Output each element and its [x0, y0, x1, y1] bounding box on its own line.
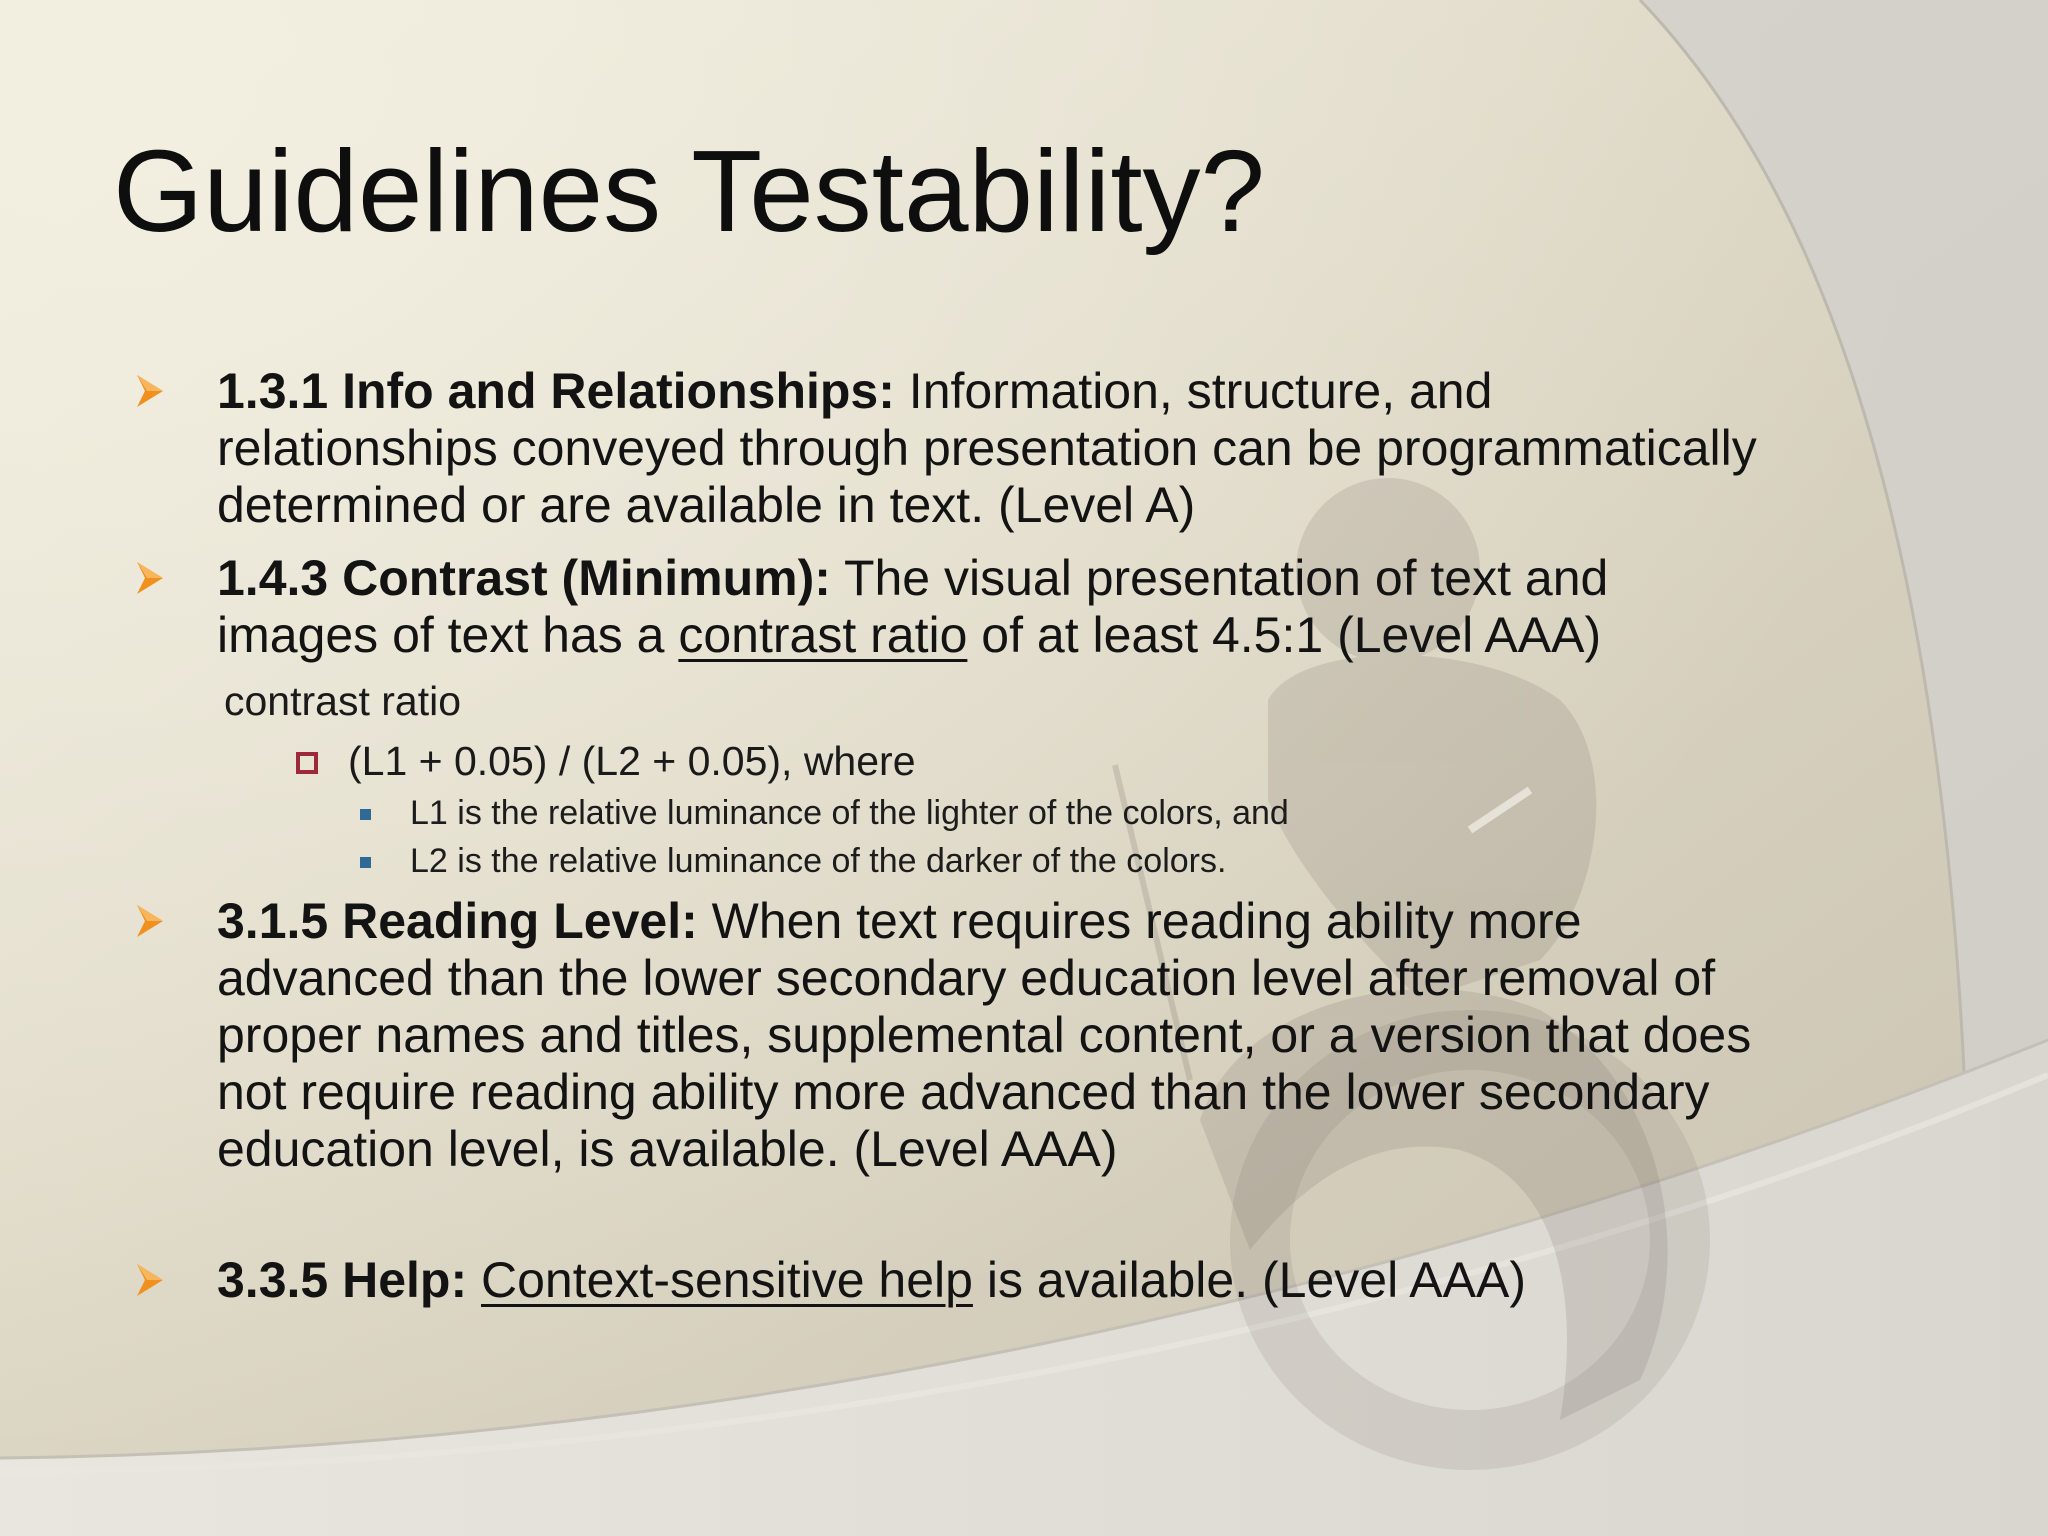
hollow-square-bullet-icon	[296, 752, 318, 774]
slide-title: Guidelines Testability?	[113, 126, 1266, 256]
bullet-3-1-5-text: When text requires reading ability more advanced than the lower secondary education level after removal of proper names and titles, supplemental content, or a version that does not require reading ability more advanced than the lower secondary education level, is available. (Level AAA)	[217, 893, 1752, 1177]
bullet-1-3-1-text: Information, structure, and relationships conveyed through presentation can be programmatically determined or are available in text. (Level A)	[217, 363, 1757, 533]
bullet-3-1-5	[217, 893, 1777, 1178]
bullet-1-4-3-text-after: of at least 4.5:1 (Level AAA)	[981, 607, 1602, 663]
bullet-3-3-5-text-after: is available. (Level AAA)	[986, 1252, 1527, 1308]
bullet-1-3-1-label: 1.3.1 Info and Relationships:	[217, 363, 895, 419]
contrast-ratio-link[interactable]: contrast ratio	[678, 607, 968, 663]
contrast-note-l1	[410, 794, 1289, 833]
arrowhead-bullet-icon	[135, 369, 165, 413]
filled-square-bullet-icon	[360, 857, 371, 868]
contrast-ratio-heading: contrast ratio	[224, 678, 461, 724]
bullet-3-1-5-label: 3.1.5 Reading Level:	[217, 893, 698, 949]
bullet-1-4-3	[217, 550, 1777, 664]
bullet-1-4-3-label: 1.4.3 Contrast (Minimum):	[217, 550, 831, 606]
bullet-1-4-3-text: The visual presentation of text and images of text has a	[217, 550, 1609, 663]
bullet-3-3-5	[217, 1252, 1777, 1309]
contrast-note-l2-text: L2 is the relative luminance of the darker of the colors.	[410, 842, 1227, 880]
contrast-note-l2	[410, 842, 1226, 881]
filled-square-bullet-icon	[360, 809, 371, 820]
arrowhead-bullet-icon	[135, 1258, 165, 1302]
contrast-formula	[348, 738, 916, 785]
bullet-1-3-1	[217, 363, 1777, 534]
context-sensitive-help-link[interactable]: Context-sensitive help	[481, 1252, 973, 1308]
arrowhead-bullet-icon	[135, 899, 165, 943]
arrowhead-bullet-icon	[135, 556, 165, 600]
contrast-formula-text: (L1 + 0.05) / (L2 + 0.05), where	[348, 738, 916, 784]
contrast-note-l1-text: L1 is the relative luminance of the lighter of the colors, and	[410, 794, 1289, 832]
bullet-3-3-5-label: 3.3.5 Help:	[217, 1252, 468, 1308]
